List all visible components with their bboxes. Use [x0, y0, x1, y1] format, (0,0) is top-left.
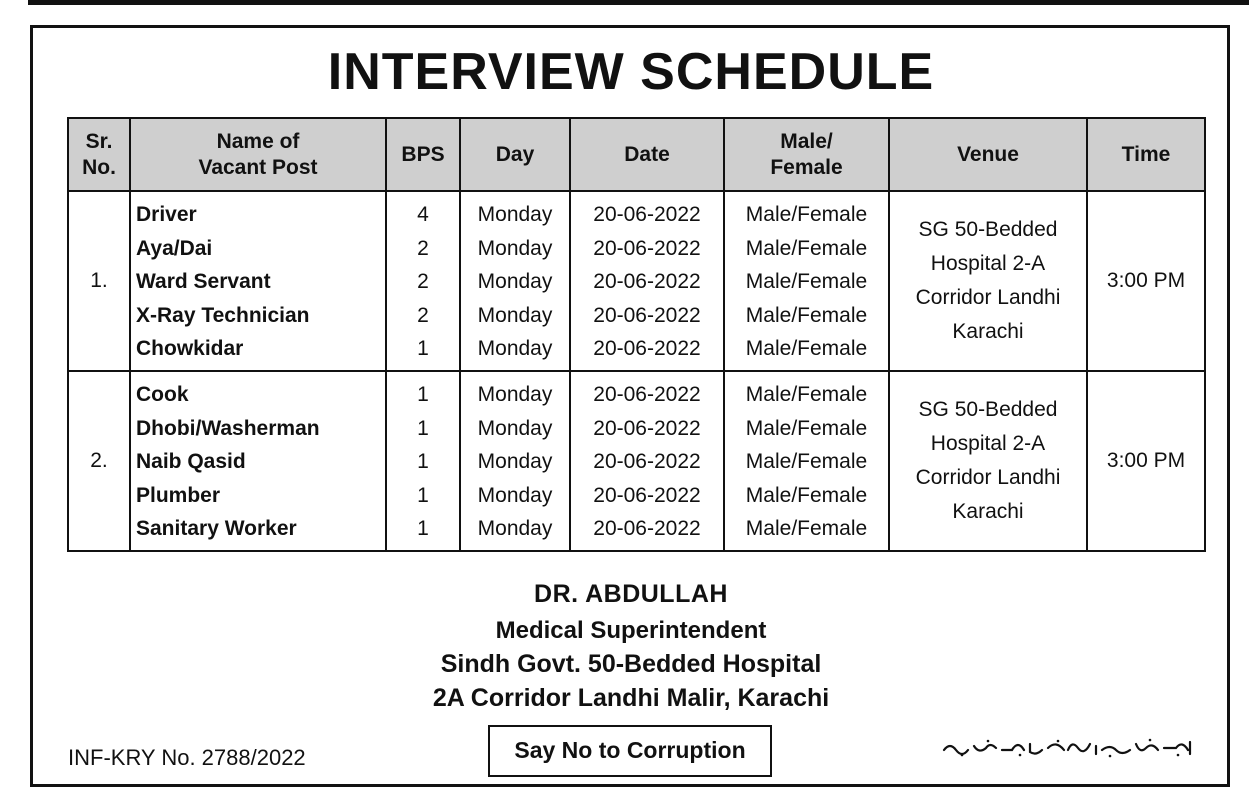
time-cell: 3:00 PM: [1087, 191, 1205, 371]
venue-line: SG 50-Bedded: [918, 217, 1058, 241]
signatory-address: 2A Corridor Landhi Malir, Karachi: [432, 684, 830, 712]
advertisement-ref-number: INF-KRY No. 2788/2022: [68, 745, 306, 770]
day-value: Monday: [477, 450, 553, 474]
table-header-row: [68, 118, 1205, 191]
bps-value: 1: [417, 382, 429, 406]
day-value: Monday: [477, 303, 553, 327]
date-value: 20-06-2022: [593, 382, 701, 406]
date-value: 20-06-2022: [593, 450, 701, 474]
date-value: 20-06-2022: [593, 337, 701, 361]
date-value: 20-06-2022: [593, 303, 701, 327]
sr-no-cell: 1.: [68, 191, 130, 371]
day-value: Monday: [477, 382, 553, 406]
post-name: Driver: [136, 203, 197, 226]
header-sr-no-line1: Sr.: [85, 129, 113, 153]
post-name: Chowkidar: [136, 337, 244, 361]
urdu-slogan-calligraphy: [940, 736, 1202, 760]
day-value: Monday: [477, 203, 553, 226]
day-cell: [460, 371, 570, 551]
gender-value: Male/Female: [745, 337, 868, 361]
post-name: Cook: [136, 382, 189, 406]
signatory-name: DR. ABDULLAH: [534, 580, 728, 608]
table-row-group-2: [68, 371, 1205, 551]
header-vacant-post: [130, 118, 386, 191]
venue-line: SG 50-Bedded: [918, 397, 1058, 421]
gender-cell: [724, 371, 889, 551]
post-name: X-Ray Technician: [136, 303, 310, 327]
header-post-line2: Vacant Post: [198, 155, 318, 179]
venue-line: Karachi: [952, 319, 1024, 343]
header-venue: Venue: [889, 118, 1087, 191]
bps-value: 1: [417, 517, 429, 541]
venue-cell: [889, 371, 1087, 551]
date-value: 20-06-2022: [593, 416, 701, 440]
post-name: Aya/Dai: [136, 236, 213, 260]
time-cell: 3:00 PM: [1087, 371, 1205, 551]
bps-cell: [386, 371, 460, 551]
posts-cell: [130, 191, 386, 371]
date-value: 20-06-2022: [593, 517, 701, 541]
bps-value: 1: [417, 337, 429, 361]
venue-line: Hospital 2-A: [930, 251, 1046, 275]
venue-line: Corridor Landhi: [915, 285, 1061, 309]
post-name: Naib Qasid: [136, 450, 246, 474]
post-name: Sanitary Worker: [136, 517, 297, 541]
header-sr-no: [68, 118, 130, 191]
day-value: Monday: [477, 236, 553, 260]
bps-value: 2: [417, 236, 429, 260]
header-bps: BPS: [386, 118, 460, 191]
page-title: INTERVIEW SCHEDULE: [327, 43, 935, 101]
top-rule: [28, 0, 1249, 5]
day-value: Monday: [477, 483, 553, 507]
day-value: Monday: [477, 270, 553, 294]
signatory-designation: Medical Superintendent: [495, 617, 767, 644]
post-name: Plumber: [136, 483, 221, 507]
bps-cell: [386, 191, 460, 371]
bps-value: 2: [417, 270, 429, 294]
date-value: 20-06-2022: [593, 203, 701, 226]
venue-line: Corridor Landhi: [915, 465, 1061, 489]
header-sr-no-line2: No.: [82, 155, 116, 179]
gender-value: Male/Female: [745, 517, 868, 541]
gender-value: Male/Female: [745, 270, 868, 294]
gender-value: Male/Female: [745, 203, 868, 226]
bps-value: 1: [417, 416, 429, 440]
date-value: 20-06-2022: [593, 236, 701, 260]
header-time: Time: [1087, 118, 1205, 191]
bps-value: 2: [417, 303, 429, 327]
signatory-institution: Sindh Govt. 50-Bedded Hospital: [440, 650, 822, 678]
interview-schedule-table: [67, 117, 1206, 552]
gender-value: Male/Female: [745, 416, 868, 440]
posts-cell: [130, 371, 386, 551]
gender-value: Male/Female: [745, 382, 868, 406]
header-day: Day: [460, 118, 570, 191]
post-name: Dhobi/Washerman: [136, 416, 320, 440]
gender-value: Male/Female: [745, 483, 868, 507]
bps-value: 1: [417, 483, 429, 507]
header-mf-line1: Male/: [780, 129, 833, 153]
header-post-line1: Name of: [216, 129, 300, 153]
gender-cell: [724, 191, 889, 371]
header-date: Date: [570, 118, 724, 191]
table-row-group-1: [68, 191, 1205, 371]
gender-value: Male/Female: [745, 303, 868, 327]
date-value: 20-06-2022: [593, 270, 701, 294]
venue-cell: [889, 191, 1087, 371]
day-value: Monday: [477, 517, 553, 541]
header-male-female: [724, 118, 889, 191]
post-name: Ward Servant: [136, 270, 271, 294]
bps-value: 1: [417, 450, 429, 474]
date-value: 20-06-2022: [593, 483, 701, 507]
venue-line: Karachi: [952, 499, 1024, 523]
venue-line: Hospital 2-A: [930, 431, 1046, 455]
date-cell: [570, 371, 724, 551]
day-value: Monday: [477, 416, 553, 440]
gender-value: Male/Female: [745, 450, 868, 474]
anti-corruption-slogan-box: Say No to Corruption: [488, 725, 772, 777]
day-cell: [460, 191, 570, 371]
date-cell: [570, 191, 724, 371]
bps-value: 4: [417, 203, 429, 226]
day-value: Monday: [477, 337, 553, 361]
gender-value: Male/Female: [745, 236, 868, 260]
header-mf-line2: Female: [770, 155, 843, 179]
sr-no-cell: 2.: [68, 371, 130, 551]
